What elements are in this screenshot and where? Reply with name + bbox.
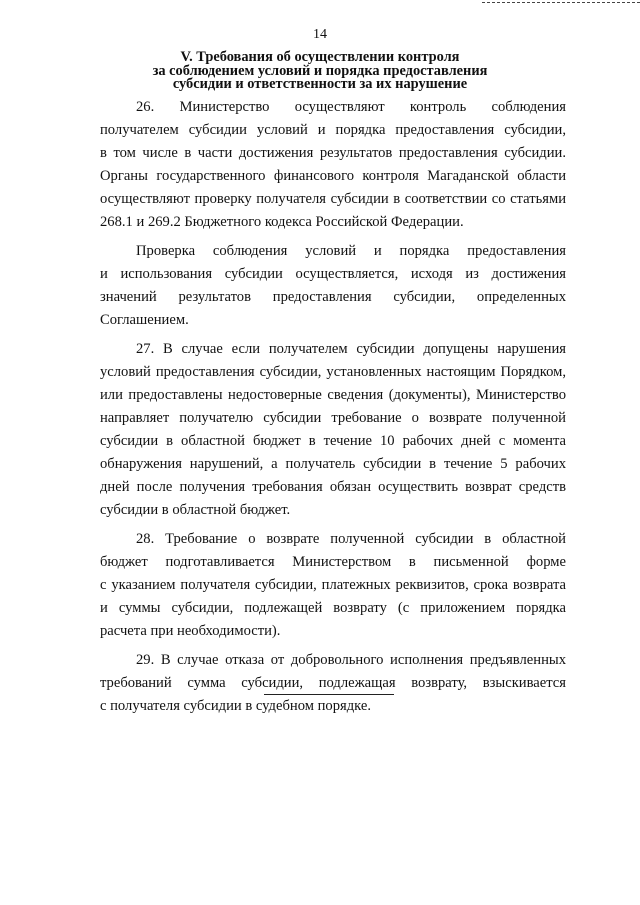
paragraph-line: направляет получателю субсидии требование о возврате полученной (100, 410, 566, 426)
paragraph-line: Соглашением. (100, 312, 189, 328)
paragraph-line: 28. Требование о возврате полученной субсидии в областной (136, 531, 566, 547)
paragraph (100, 338, 566, 522)
paragraph-line: обнаружения нарушений, а получатель субсидии в течение 5 рабочих (100, 456, 566, 472)
paragraph-line: или предоставлены недостоверные сведения (документы), Министерство (100, 387, 566, 403)
paragraph-line: получателем субсидии условий и порядка предоставления субсидии, (100, 122, 566, 138)
paragraph-line: осуществляют проверку получателя субсидии в соответствии со статьями (100, 191, 566, 207)
paragraph-line: Органы государственного финансового контроля Магаданской области (100, 168, 566, 184)
paragraph-line: с получателя субсидии в судебном порядке. (100, 698, 371, 714)
paragraph-line: и суммы субсидии, подлежащей возврату (с приложением порядка (100, 600, 566, 616)
paragraph-line: 29. В случае отказа от добровольного исполнения предъявленных (136, 652, 566, 668)
heading-line: за соблюдением условий и порядка предоставления (152, 62, 488, 79)
page-number: 14 (313, 27, 327, 42)
end-separator-line (264, 694, 394, 695)
paragraph-line: 268.1 и 269.2 Бюджетного кодекса Российской Федерации. (100, 214, 464, 230)
paragraph (100, 240, 566, 332)
paragraph-line: расчета при необходимости). (100, 623, 281, 639)
paragraph-line: 27. В случае если получателем субсидии допущены нарушения (136, 341, 566, 357)
paragraph-line: Проверка соблюдения условий и порядка предоставления (136, 243, 566, 259)
paragraph-line: дней после получения требования обязан осуществить возврат средств (100, 479, 566, 495)
paragraph-line: значений результатов предоставления субсидии, определенных (100, 289, 566, 305)
paragraph-line: и использования субсидии осуществляется, исходя из достижения (100, 266, 566, 282)
paragraph (100, 528, 566, 643)
heading-line: V. Требования об осуществлении контроля (180, 49, 460, 65)
section-heading (80, 51, 560, 92)
top-border-line (482, 2, 640, 3)
paragraph-line: 26. Министерство осуществляют контроль соблюдения (136, 99, 566, 115)
document-body (100, 96, 566, 724)
paragraph (100, 96, 566, 234)
paragraph-line: в том числе в части достижения результатов предоставления субсидии. (100, 145, 566, 161)
paragraph-line: субсидии в областной бюджет в течение 10 рабочих дней с момента (100, 433, 566, 449)
paragraph-line: условий предоставления субсидии, установленных настоящим Порядком, (100, 364, 566, 380)
paragraph-line: субсидии в областной бюджет. (100, 502, 291, 518)
paragraph-line: с указанием получателя субсидии, платежных реквизитов, срока возврата (100, 577, 566, 593)
paragraph-line: требований сумма субсидии, подлежащая возврату, взыскивается (100, 675, 566, 691)
paragraph (100, 649, 566, 718)
paragraph-line: бюджет подготавливается Министерством в письменной форме (100, 554, 566, 570)
heading-line: субсидии и ответственности за их нарушение (172, 76, 468, 92)
